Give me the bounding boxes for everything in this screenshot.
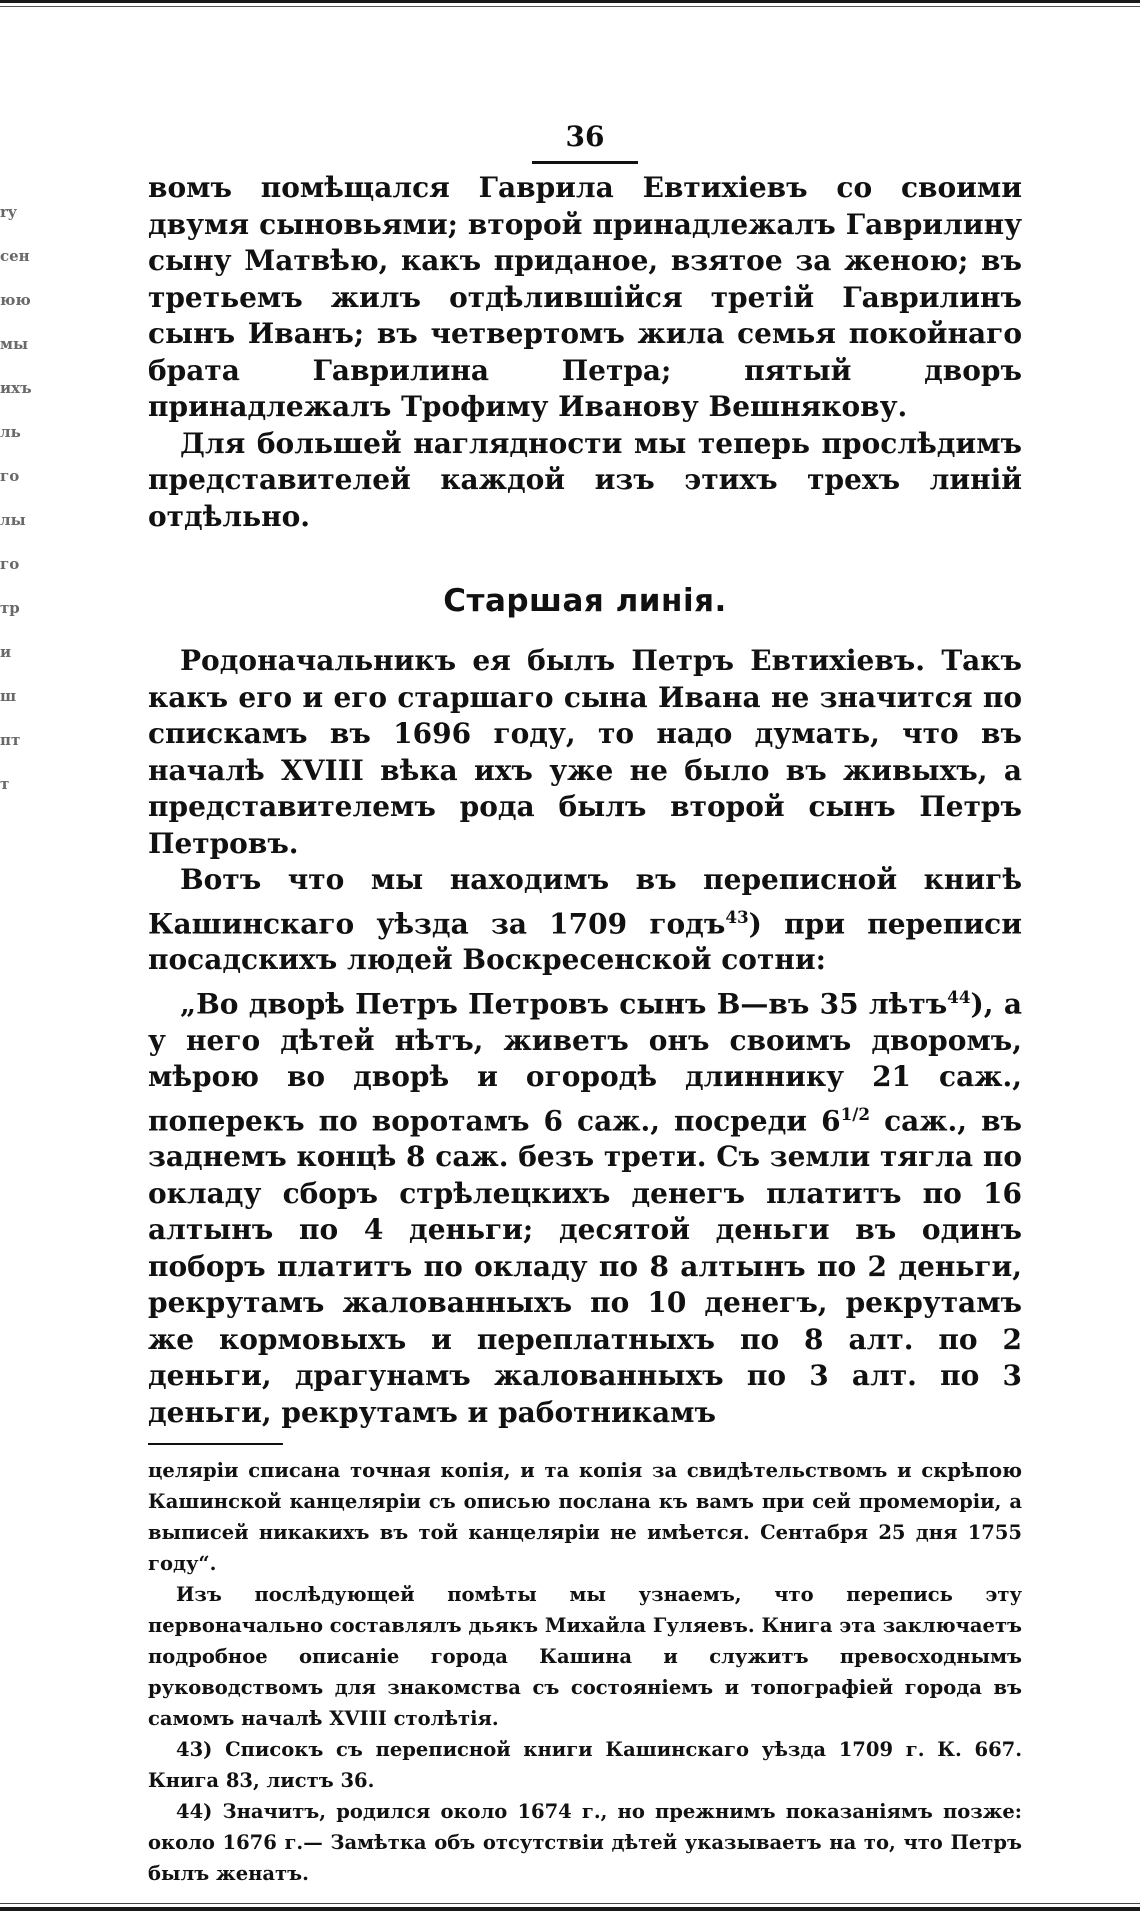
paragraph-5: „Во дворѣ Петръ Петровъ сынъ В—въ 35 лѣтъ$^{44}$), а у него дѣтей нѣтъ, живетъ онъ своимъ дворомъ, мѣрою во дворѣ и огородѣ длиннику 21 саж., поперекъ по воротамъ 6 саж., посреди $6^{1/2}$ саж., въ заднемъ концѣ 8 саж. безъ трети. Съ земли тягла по окладу сборъ стрѣлецкихъ денегъ платитъ по 16 алтынъ по 4 деньги; десятой деньги въ одинъ поборъ платитъ по окладу по 8 алтынъ по 2 деньги, рекрутамъ жалованныхъ по 10 денегъ, рекрутамъ же кормовыхъ и переплатныхъ по 8 алт. по 2 деньги, драгунамъ жалованныхъ по 3 алт. по 3 деньги, рекрутамъ и работникамъ xyxy=(148,986,1022,1429)
paragraph-2: Для большей наглядности мы теперь прослѣдимъ представителей каждой изъ этихъ трехъ линій отдѣльно. xyxy=(148,426,1022,533)
page-number: 36 xyxy=(148,120,1022,164)
footnote-note: Изъ послѣдующей помѣты мы узнаемъ, что перепись эту первоначально составлялъ дьякъ Михайла Гуляевъ. Книга эта заключаетъ подробное описаніе города Кашина и служитъ превосходнымъ руководствомъ для знакомства съ состояніемъ и топографіей города въ самомъ началѣ XVIII столѣтія. xyxy=(148,1583,1022,1731)
footnote-ref-44: 44 xyxy=(947,986,971,1007)
paragraph-1: вомъ помѣщался Гаврила Евтихіевъ со своими двумя сыновьями; второй принадлежалъ Гаврилину сыну Матвѣю, какъ приданое, взятое за женою; въ третьемъ жилъ отдѣлившійся третій Гаврилинъ сынъ Иванъ; въ четвертомъ жила семья покойнаго брата Гаврилина Петра; пятый дворъ принадлежалъ Трофиму Иванову Вешнякову. xyxy=(148,171,1022,423)
footnote-ref-43: 43 xyxy=(725,906,749,927)
section-heading: Старшая линія. xyxy=(443,583,727,619)
bottom-border-rule xyxy=(0,1899,1140,1911)
footnote-43: 43) Списокъ съ переписной книги Кашинскаго уѣзда 1709 г. К. 667. Книга 83, листъ 36. xyxy=(148,1738,1022,1793)
footnotes xyxy=(148,1455,1022,1889)
paragraph-4: Вотъ что мы находимъ въ переписной книгѣ Кашинскаго уѣзда за 1709 годъ$^{43}$) при переписи посадскихъ людей Воскресенской сотни: xyxy=(148,863,1022,977)
adjacent-page-bleed: ry сен юю мы ихъ ль го лы го тр и ш пт т xyxy=(0,203,32,793)
footnote-44: 44) Значитъ, родился около 1674 г., но прежнимъ показаніямъ позже: около 1676 г.— Замѣтка объ отсутствіи дѣтей указываетъ на то, что Петръ былъ женатъ. xyxy=(148,1800,1022,1886)
footnote-continued: целяріи списана точная копія, и та копія за свидѣтельствомъ и скрѣпою Кашинской канцеляріи съ описью послана къ вамъ при сей промеморіи, а выписей никакихъ въ той канцеляріи не имѣется. Сентабря 25 дня 1755 году“. xyxy=(148,1459,1022,1576)
top-border-rule xyxy=(0,0,1140,14)
paragraph-3: Родоначальникъ ея былъ Петръ Евтихіевъ. Такъ какъ его и его старшаго сына Ивана не значится по спискамъ въ 1696 году, то надо думать, что въ началѣ XVIII вѣка ихъ уже не было въ живыхъ, а представителемъ рода былъ второй сынъ Петръ Петровъ. xyxy=(148,644,1022,860)
footnote-divider xyxy=(148,1443,283,1445)
fraction-half: 1/2 xyxy=(840,1103,871,1124)
book-page xyxy=(148,120,1022,1889)
